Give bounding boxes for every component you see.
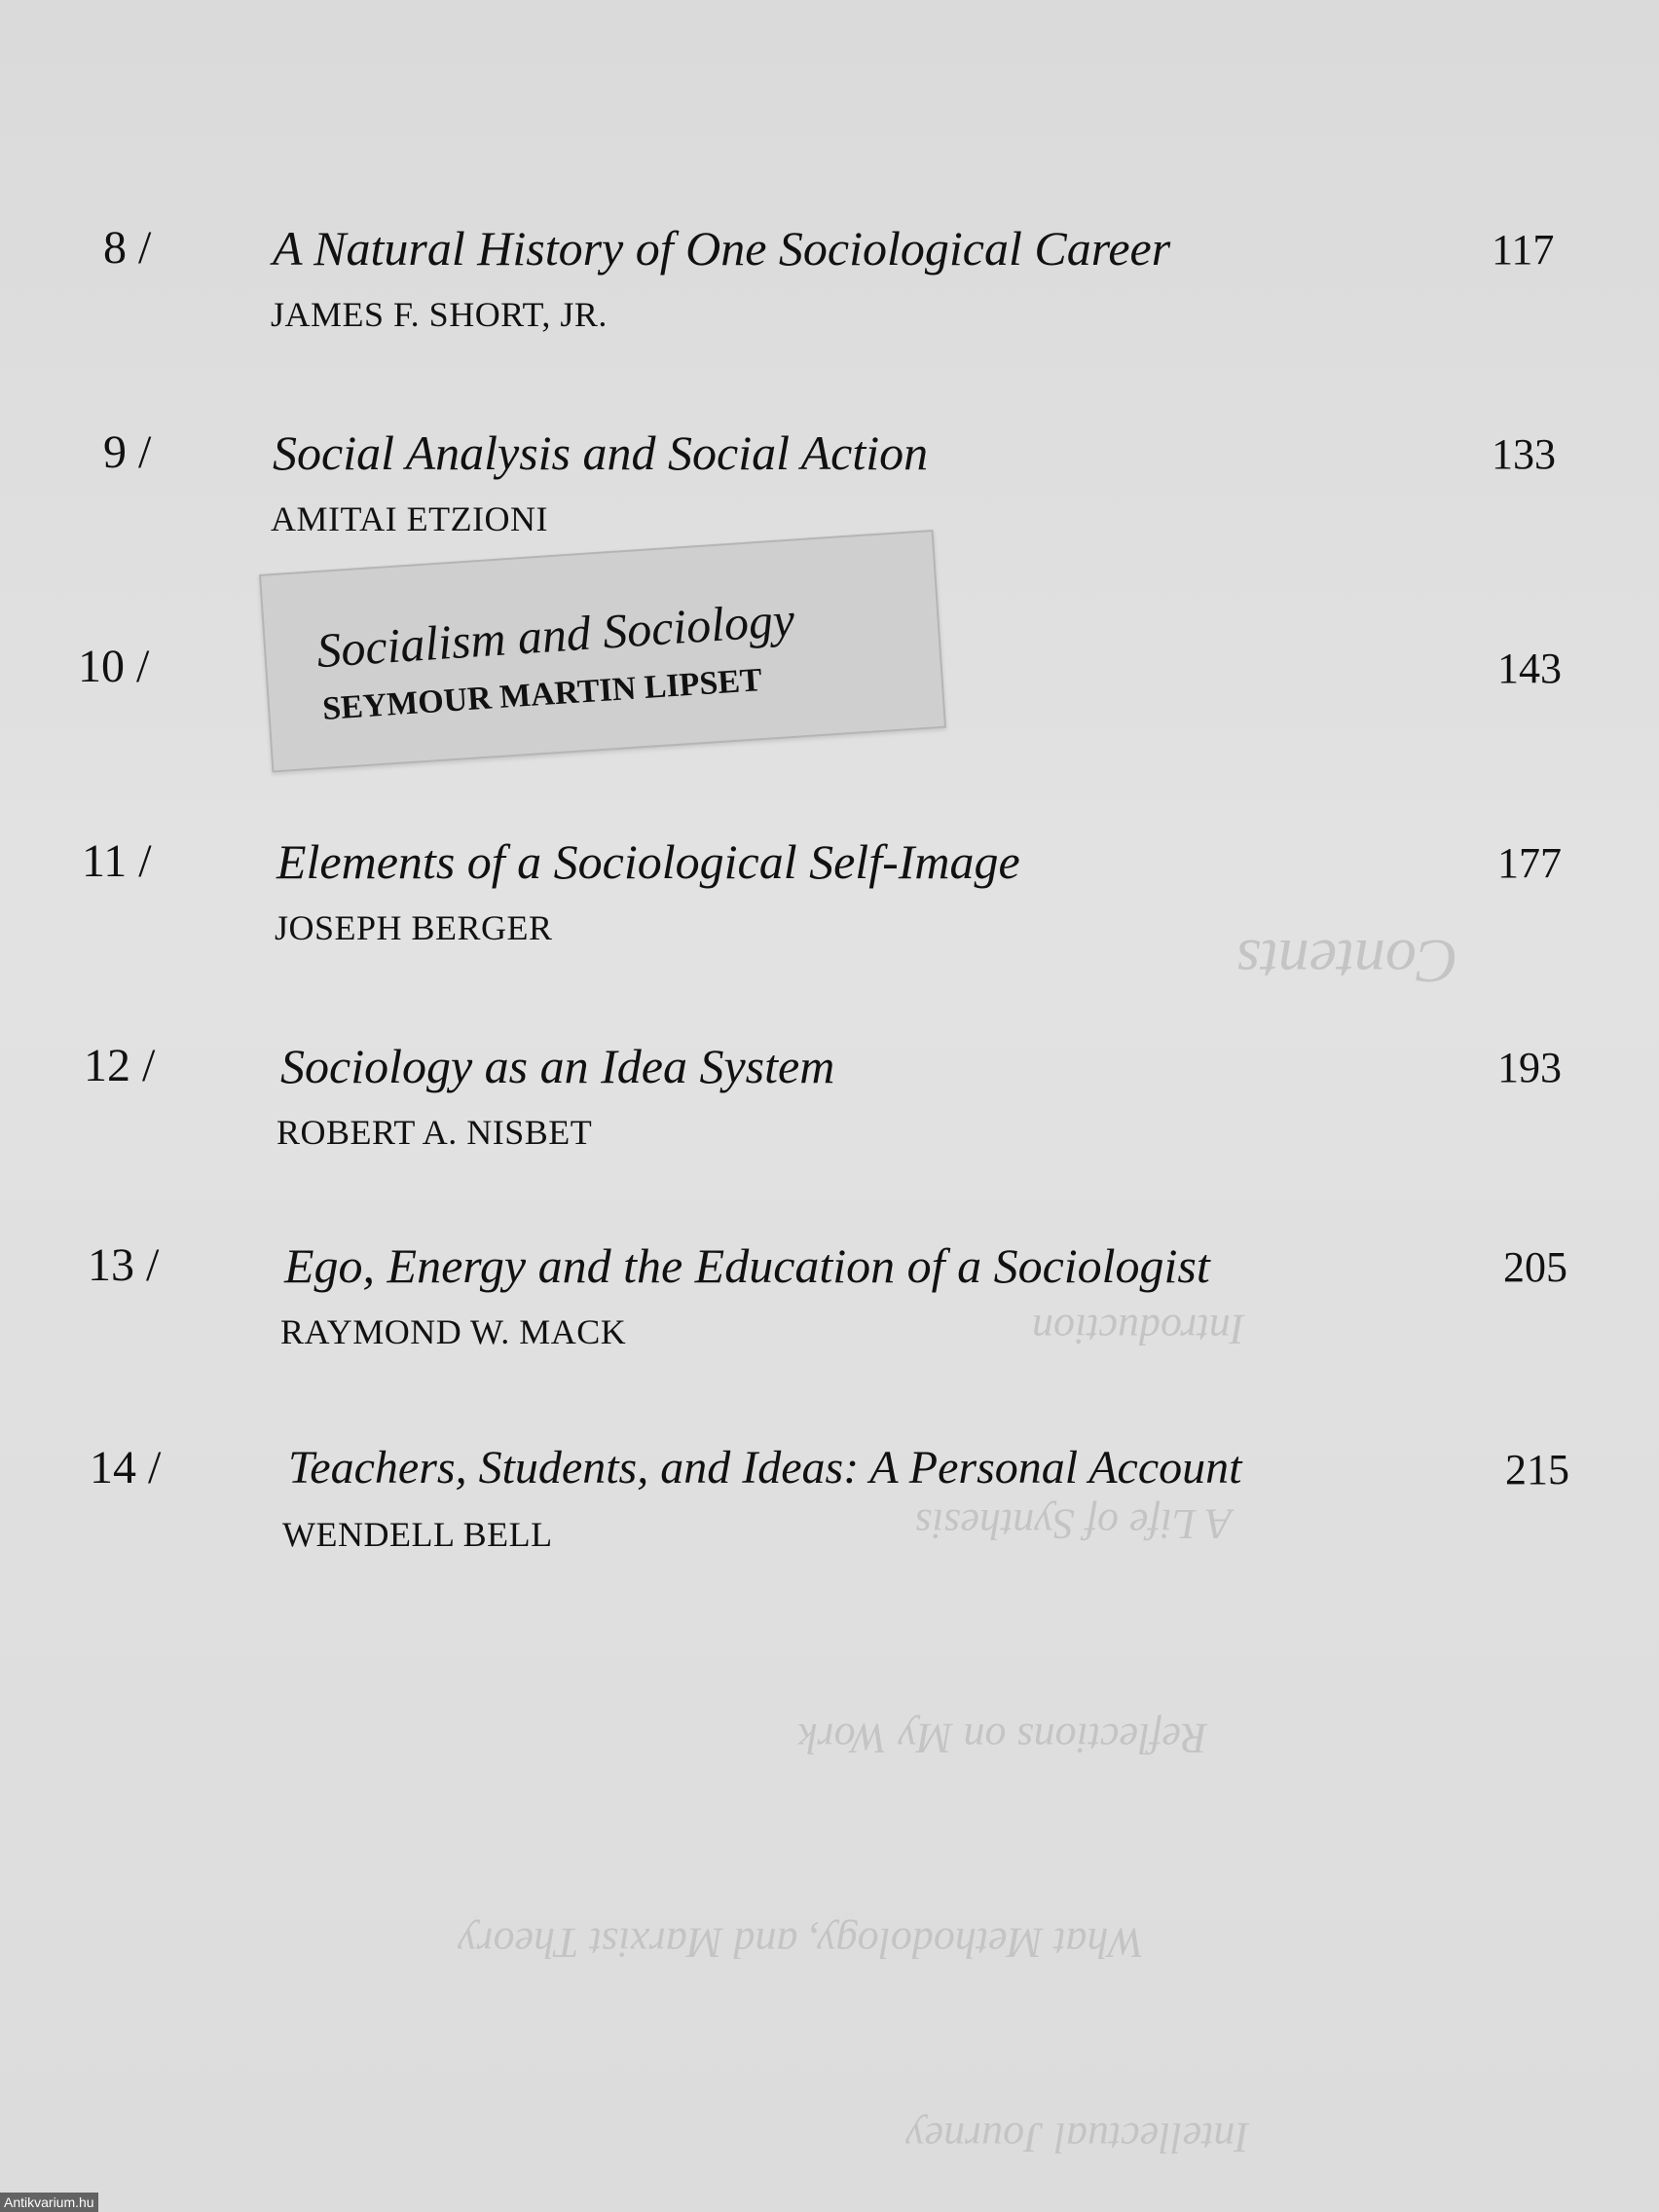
chapter-title: Social Analysis and Social Action [273, 425, 929, 480]
toc-entry-14 [0, 1439, 1659, 1575]
chapter-title: Socialism and Sociology [314, 591, 796, 679]
chapter-author: ROBERT A. NISBET [276, 1113, 593, 1152]
toc-entry-8 [0, 219, 1659, 355]
chapter-author: JOSEPH BERGER [275, 908, 553, 947]
page-number: 205 [1503, 1243, 1567, 1291]
show-through-line: What Methodology, and Marxist Theory [458, 1919, 1145, 1967]
chapter-author: JAMES F. SHORT, JR. [271, 295, 608, 334]
chapter-author: RAYMOND W. MACK [280, 1312, 627, 1351]
chapter-title: Elements of a Sociological Self-Image [276, 834, 1020, 889]
show-through-line: Introduction [1032, 1306, 1245, 1353]
page-number: 193 [1497, 1044, 1562, 1091]
chapter-number: 10 / [78, 641, 150, 692]
chapter-number: 8 / [103, 222, 152, 274]
chapter-author: AMITAI ETZIONI [271, 499, 549, 538]
chapter-number: 9 / [103, 426, 152, 478]
show-through-line: A Life of Synthesis [915, 1500, 1233, 1548]
chapter-number: 13 / [88, 1239, 160, 1291]
toc-entry-11 [0, 832, 1659, 969]
chapter-title: Sociology as an Idea System [280, 1039, 835, 1093]
show-through-heading: Contents [1236, 927, 1458, 996]
chapter-title: Teachers, Students, and Ideas: A Personal Account [288, 1442, 1242, 1493]
toc-entry-13 [0, 1236, 1659, 1373]
page-number: 117 [1492, 226, 1555, 274]
chapter-author: WENDELL BELL [282, 1515, 553, 1554]
watermark: Antikvarium.hu [0, 2193, 98, 2212]
page-number: 143 [1497, 645, 1562, 692]
page-number: 133 [1492, 430, 1556, 478]
show-through-line: Reflections on My Work [798, 1714, 1207, 1762]
chapter-number: 11 / [82, 835, 152, 887]
chapter-number: 14 / [90, 1442, 162, 1493]
toc-entry-12 [0, 1037, 1659, 1173]
show-through-line: Intellectual Journey [905, 2114, 1250, 2161]
chapter-number: 12 / [84, 1040, 156, 1091]
page-number: 215 [1505, 1446, 1569, 1493]
page-number: 177 [1497, 839, 1562, 887]
chapter-title: A Natural History of One Sociological Career [273, 221, 1171, 276]
chapter-author: SEYMOUR MARTIN LIPSET [321, 662, 763, 727]
chapter-title: Ego, Energy and the Education of a Sociologist [284, 1238, 1210, 1293]
